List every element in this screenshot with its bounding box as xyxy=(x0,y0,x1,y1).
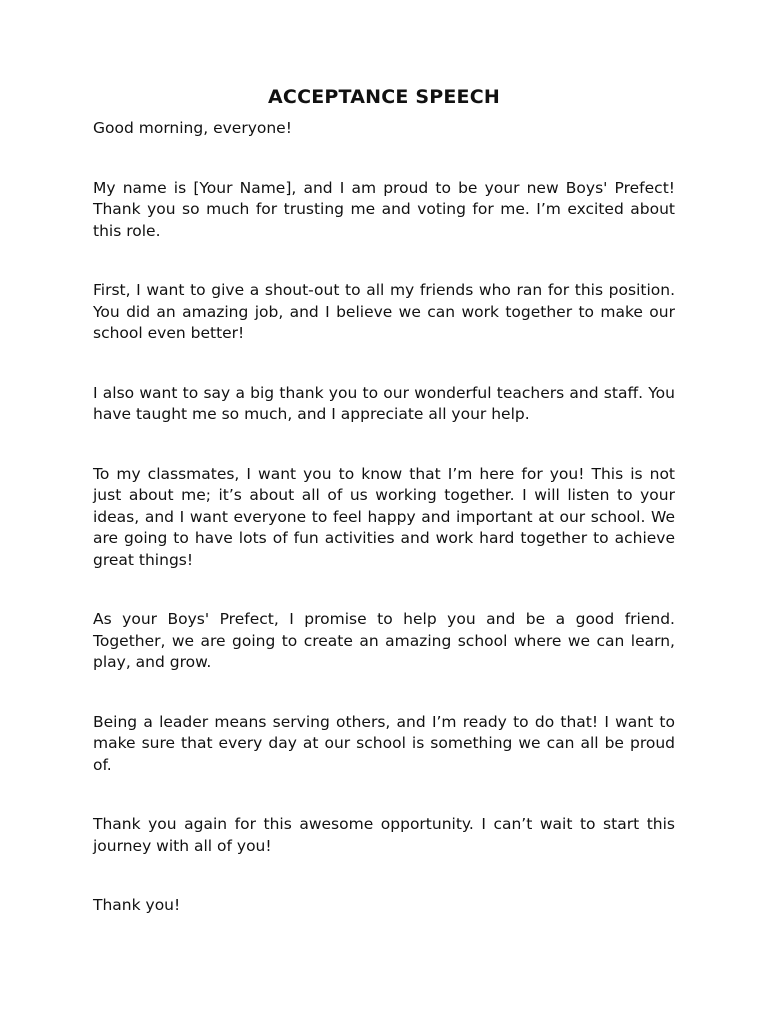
document-title: ACCEPTANCE SPEECH xyxy=(268,86,500,108)
paragraph-friends: First, I want to give a shout-out to all my friends who ran for this position. You did an amazing job, and I believe we can work together to make our school even better! xyxy=(93,281,675,342)
paragraph-promise: As your Boys' Prefect, I promise to help you and be a good friend. Together, we are going to create an amazing school where we can learn, play, and grow. xyxy=(93,610,675,671)
paragraph-gratitude: Thank you again for this awesome opportunity. I can’t wait to start this journey with all of you! xyxy=(93,815,675,855)
paragraph-introduction: My name is [Your Name], and I am proud to be your new Boys' Prefect! Thank you so much for trusting me and voting for me. I’m excited about this role. xyxy=(93,178,675,240)
paragraph-teachers: I also want to say a big thank you to our wonderful teachers and staff. You have taught me so much, and I appreciate all your help. xyxy=(93,383,675,423)
paragraph-leadership: Being a leader means serving others, and I’m ready to do that! I want to make sure that every day at our school is something we can all be proud of. xyxy=(93,712,675,774)
paragraph-classmates: To my classmates, I want you to know that I’m here for you! This is not just about me; it’s about all of us working together. I will listen to your ideas, and I want everyone to feel happy and important at our school. We are going to have lots of fun activities and work hard together to achieve great things! xyxy=(93,464,675,569)
paragraph-greeting: Good morning, everyone! xyxy=(93,119,292,137)
paragraph-closing: Thank you! xyxy=(93,896,181,914)
